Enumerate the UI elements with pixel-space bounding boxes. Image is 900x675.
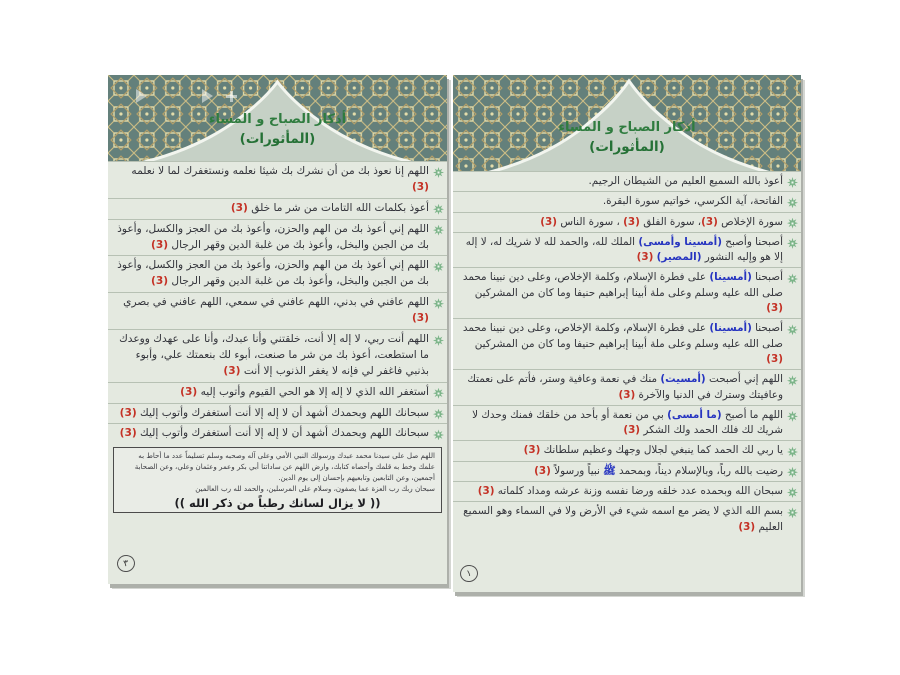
item-text	[459, 235, 783, 266]
dhikr-text: بي من نعمة أو بأحد من خلقك فمنك وحدك لا شريك لك فلك الحمد ولك الشكر	[472, 408, 783, 437]
rosette-bullet-icon	[433, 388, 444, 399]
list-item	[108, 219, 447, 256]
rosette-bullet-icon	[787, 375, 798, 386]
item-text	[459, 484, 783, 499]
dhikr-list	[108, 161, 447, 444]
title-line2: (المأثورات)	[239, 130, 316, 147]
item-text	[114, 385, 429, 401]
item-text	[114, 332, 429, 380]
dhikr-text: بسم الله الذي لا يضر مع اسمه شيء في الأرض ولا في السماء وهو السميع العليم	[463, 505, 783, 533]
repeat-count: (3)	[119, 406, 137, 419]
evening-variant: ﷺ	[603, 464, 616, 477]
dhikr-text: ، سورة الفلق	[639, 215, 702, 228]
rosette-bullet-icon	[787, 467, 798, 478]
play-arrow-icon	[202, 89, 213, 103]
list-item	[108, 329, 447, 382]
footer-hadith: (( لا يزال لسانك رطباً من ذكر الله ))	[174, 496, 381, 511]
repeat-count: (3)	[766, 352, 783, 365]
right-page	[453, 75, 801, 592]
dhikr-text: أستغفر الله الذي لا إله إلا هو الحي القيوم وأتوب إليه	[197, 385, 429, 398]
dhikr-text: نبياً ورسولاً	[550, 464, 604, 477]
list-item	[108, 161, 447, 198]
footer-subhan: سبحان ربك رب العزة عما يصفون، وسلام على المرسلين، والحمد لله رب العالمين	[195, 484, 435, 494]
item-text	[114, 201, 429, 217]
list-item	[453, 191, 801, 211]
dhikr-text: اللهم إني أصبحت	[705, 373, 783, 386]
repeat-count: (3)	[119, 427, 137, 440]
item-text	[459, 215, 783, 230]
repeat-count: (3)	[534, 464, 551, 477]
rosette-bullet-icon	[787, 507, 798, 518]
repeat-count: (3)	[766, 302, 783, 315]
repeat-count: (3)	[738, 520, 756, 533]
item-text	[114, 426, 429, 442]
list-item	[108, 292, 447, 329]
dhikr-text: أصبحنا وأصبح	[721, 235, 783, 248]
evening-variant: (أمسينا وأمسى)	[638, 235, 722, 248]
repeat-count: (3)	[411, 180, 429, 193]
footer-box	[113, 447, 442, 513]
repeat-count: (3)	[623, 215, 640, 228]
repeat-count: (3)	[701, 215, 718, 228]
evening-variant: (أمسيت)	[660, 373, 706, 386]
item-text	[459, 372, 783, 403]
item-text	[114, 295, 429, 327]
rosette-bullet-icon	[433, 225, 444, 236]
evening-variant: (أمسينا)	[709, 322, 752, 335]
rosette-bullet-icon	[787, 324, 798, 335]
item-text	[114, 258, 429, 290]
evening-variant: (أمسينا)	[709, 271, 752, 284]
title-line1: أذكار الصباح و المساء	[558, 120, 696, 135]
list-item	[453, 369, 801, 405]
rosette-bullet-icon	[433, 298, 444, 309]
repeat-count: (3)	[477, 485, 495, 498]
list-item	[108, 382, 447, 403]
page-title	[108, 111, 447, 149]
page-number: ١	[458, 563, 479, 583]
item-text	[459, 464, 783, 479]
repeat-count: (3)	[230, 201, 248, 214]
repeat-count: (3)	[523, 444, 541, 457]
list-item	[453, 171, 801, 191]
dhikr-text: رضيت بالله رباً، وبالإسلام ديناً، وبمحمد	[615, 464, 783, 477]
play-arrow-icon	[136, 89, 147, 103]
rosette-bullet-icon	[787, 177, 798, 188]
plus-icon	[226, 91, 237, 102]
evening-variant: (ما أمسى)	[667, 408, 722, 421]
list-item	[453, 501, 801, 537]
dhikr-text: أصبحنا	[751, 322, 783, 335]
repeat-count: (3)	[411, 312, 429, 325]
item-text	[114, 164, 429, 196]
dhikr-text: أعوذ بكلمات الله التامات من شر ما خلق	[247, 201, 429, 214]
repeat-count: (3)	[636, 251, 654, 264]
dhikr-text: على فطرة الإسلام، وكلمة الإخلاص، وعلى دين نبينا محمد صلى الله عليه وسلم وعلى ملة أبينا إبراهيم حنيفا وما كان من المشركين	[462, 271, 783, 299]
left-header	[108, 75, 447, 161]
rosette-bullet-icon	[787, 197, 798, 208]
dhikr-text: سبحانك اللهم وبحمدك أشهد أن لا إله إلا أنت أستغفرك وأتوب إليك	[136, 427, 429, 440]
title-line1: أذكار الصباح و المساء	[208, 112, 347, 127]
dhikr-list	[453, 171, 801, 537]
item-text	[459, 270, 783, 316]
page-number: ٣	[115, 553, 136, 573]
rosette-bullet-icon	[787, 218, 798, 229]
rosette-bullet-icon	[787, 273, 798, 284]
list-item	[108, 198, 447, 219]
item-text	[459, 194, 783, 209]
item-text	[114, 222, 429, 254]
rosette-bullet-icon	[787, 411, 798, 422]
dhikr-text: سبحانك اللهم وبحمدك أشهد أن لا إله إلا أنت أستغفرك وأتوب إليك	[136, 406, 429, 419]
list-item	[108, 403, 447, 424]
rosette-bullet-icon	[433, 261, 444, 272]
list-item	[108, 255, 447, 292]
rosette-bullet-icon	[787, 446, 798, 457]
repeat-count: (3)	[223, 364, 241, 377]
rosette-bullet-icon	[433, 429, 444, 440]
list-item	[453, 232, 801, 268]
page-title	[453, 119, 801, 157]
dhikr-text: أصبحنا	[751, 271, 783, 284]
rosette-bullet-icon	[787, 238, 798, 249]
dhikr-text: اللهم إني أعوذ بك من الهم والحزن، وأعوذ بك من العجز والكسل، وأعوذ بك من الجبن والبخل، وأعوذ بك من غلبة الدين وقهر الرجال	[117, 222, 429, 251]
repeat-count: (3)	[540, 215, 558, 228]
dhikr-text: سورة الإخلاص	[717, 215, 783, 228]
left-page	[108, 75, 447, 584]
item-text	[459, 174, 783, 189]
dhikr-text: اللهم أنت ربي، لا إله إلا أنت، خلقتني وأنا عبدك، وأنا على عهدك ووعدك ما استطعت، أعوذ بك من شر ما صنعت، أبوء لك بنعمتك علي، وأبوء بذنبي فاغفر لي فإنه لا يغفر الذنوب إلا أنت	[119, 333, 429, 377]
rosette-bullet-icon	[433, 167, 444, 178]
repeat-count: (3)	[623, 424, 641, 437]
list-item	[453, 481, 801, 501]
dhikr-text: ، سورة الناس	[557, 215, 624, 228]
title-line2: (المأثورات)	[589, 138, 665, 155]
item-text	[459, 504, 783, 535]
evening-variant: (المصير)	[656, 251, 702, 264]
rosette-bullet-icon	[433, 409, 444, 420]
dhikr-text: منك في نعمة وعافية وستر، فأتم على نعمتك وعافيتك وسترك في الدنيا والآخرة	[467, 373, 783, 401]
dhikr-text: أعوذ بالله السميع العليم من الشيطان الرجيم.	[588, 175, 783, 187]
item-text	[114, 406, 429, 422]
dhikr-text: سبحان الله وبحمده عدد خلقه ورضا نفسه وزنة عرشه ومداد كلماته	[494, 485, 783, 498]
rosette-bullet-icon	[433, 204, 444, 215]
list-item	[453, 405, 801, 441]
list-item	[453, 461, 801, 481]
list-item	[453, 267, 801, 318]
repeat-count: (3)	[150, 275, 169, 288]
list-item	[108, 423, 447, 444]
dhikr-text: الملك لله، والحمد لله لا شريك له، لا إله إلا هو وإليه النشور	[465, 235, 783, 264]
item-text	[459, 443, 783, 458]
dhikr-text: اللهم إنا نعوذ بك من أن نشرك بك شيئا نعلمه ونستغفرك لما لا نعلمه	[131, 165, 429, 177]
dhikr-text: اللهم إني أعوذ بك من الهم والحزن، وأعوذ بك من العجز والكسل، وأعوذ بك من الجبن والبخل، وأعوذ بك من غلبة الدين وقهر الرجال	[117, 259, 429, 288]
repeat-count: (3)	[180, 385, 198, 398]
dhikr-text: الفاتحة، آية الكرسي، خواتيم سورة البقرة.	[602, 195, 783, 208]
dhikr-text: يا ربي لك الحمد كما ينبغي لجلال وجهك وعظيم سلطانك	[540, 444, 783, 457]
dhikr-text: اللهم عافني في بدني، اللهم عافني في سمعي، اللهم عافني في بصري	[123, 296, 429, 309]
footer-salawat: اللهم صل على سيدنا محمد عبدك ورسولك النبي الأمي وعلى آله وصحبه وسلم تسليماً عدد ما أحاط به علمك وخط به قلمك وأحصاه كتابك، وارض اللهم عن ساداتنا أبي بكر وعمر وعثمان وعلي، وعن الصحابة أجمعين، وعن التابعين وتابعيهم بإحسان إلى يوم الدين.	[134, 451, 435, 483]
item-text	[459, 408, 783, 439]
rosette-bullet-icon	[433, 335, 444, 346]
item-text	[459, 321, 783, 367]
list-item	[453, 212, 801, 232]
right-header	[453, 75, 801, 171]
dhikr-text: اللهم ما أصبح	[721, 408, 783, 421]
rosette-bullet-icon	[787, 487, 798, 498]
list-item	[453, 440, 801, 460]
repeat-count: (3)	[150, 238, 169, 251]
repeat-count: (3)	[618, 388, 636, 401]
list-item	[453, 318, 801, 369]
dhikr-text: على فطرة الإسلام، وكلمة الإخلاص، وعلى دين نبينا محمد صلى الله عليه وسلم وعلى ملة أبينا إبراهيم حنيفا وما كان من المشركين	[462, 322, 783, 350]
